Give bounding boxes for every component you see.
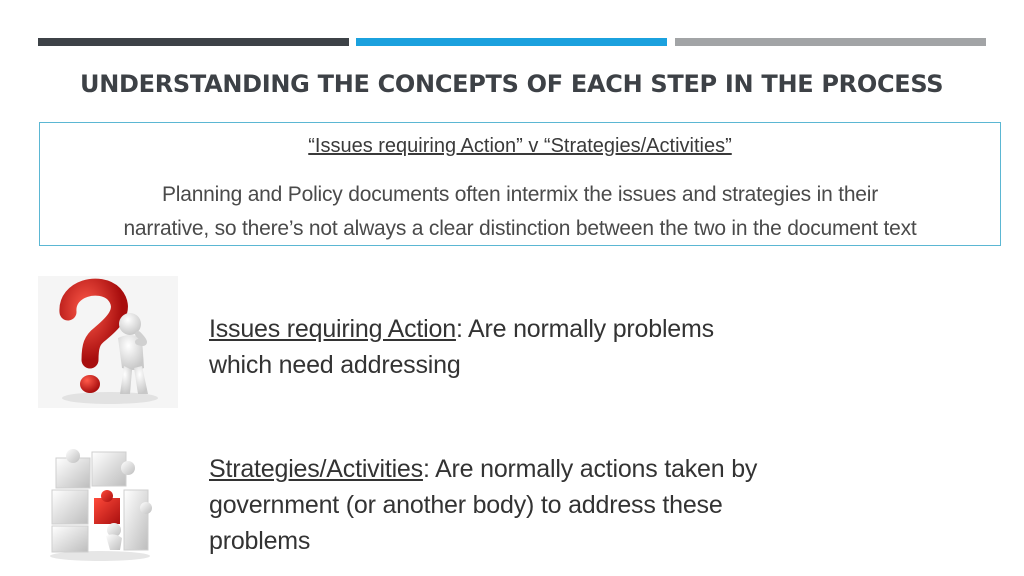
strategies-line-2: government (or another body) to address these [209,491,723,519]
header-bar-dark [38,38,349,46]
strategies-colon: : [422,455,430,483]
question-mark-figure-icon [38,276,178,408]
callout-body [44,178,996,246]
callout-box [39,122,1001,246]
strategies-text-1: Are normally actions taken by [429,455,758,483]
strategies-line-3: problems [209,527,311,555]
issues-text-1: Are normally problems [462,315,714,343]
slide-title: UNDERSTANDING THE CONCEPTS OF EACH STEP IN THE PROCESS [80,70,944,98]
issues-line-1 [209,311,909,347]
strategies-definition [209,451,909,559]
callout-heading: “Issues requiring Action” v “Strategies/Activities” [308,135,732,157]
header-bar-gray [675,38,986,46]
issues-line-2: which need addressing [209,351,461,379]
strategies-line-1 [209,451,909,487]
callout-body-line-2: narrative, so there’s not always a clear distinction between the two in the document text [123,217,917,240]
callout-body-line-1: Planning and Policy documents often intermix the issues and strategies in their [161,183,879,206]
issues-colon: : [455,315,463,343]
issues-definition [209,311,909,383]
puzzle-figure-icon [40,438,160,562]
issues-term: Issues requiring Action [209,315,456,343]
strategies-term: Strategies/Activities [209,455,423,483]
header-bar-blue [356,38,667,46]
